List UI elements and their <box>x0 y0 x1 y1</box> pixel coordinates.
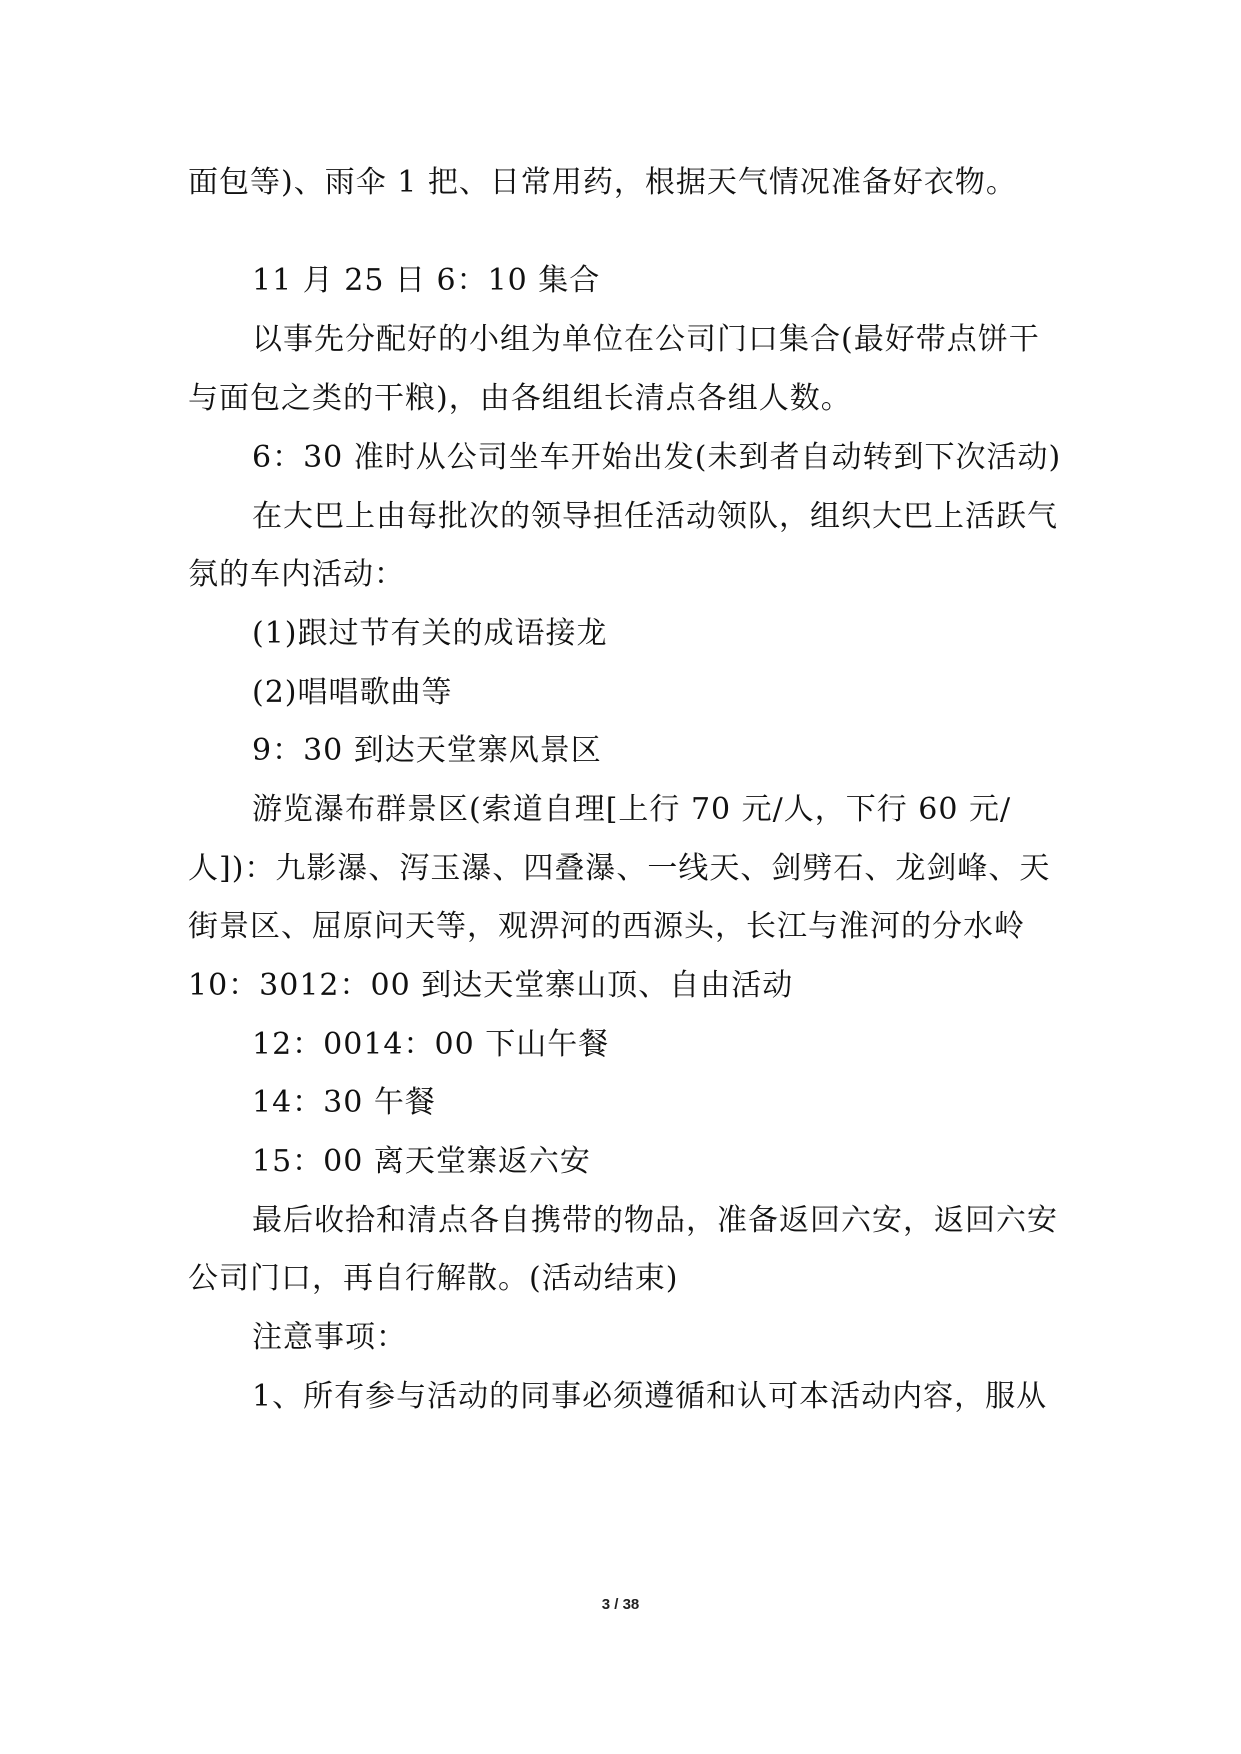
text-line: 11 月 25 日 6：10 集合 <box>252 263 601 298</box>
text-line: 街景区、屈原问天等，观淠河的西源头，长江与淮河的分水岭 <box>188 909 1025 944</box>
text-line: (2)唱唱歌曲等 <box>252 675 453 710</box>
text-line: 人])：九影瀑、泻玉瀑、四叠瀑、一线天、剑劈石、龙剑峰、天 <box>188 851 1051 886</box>
text-line: 9：30 到达天堂寨风景区 <box>252 733 602 768</box>
text-line: 15：00 离天堂寨返六安 <box>252 1144 591 1179</box>
text-line: 氛的车内活动： <box>188 557 405 592</box>
text-line: 公司门口，再自行解散。(活动结束) <box>188 1261 679 1296</box>
page-number: 3 / 38 <box>601 1596 640 1613</box>
text-line: (1)跟过节有关的成语接龙 <box>252 616 608 651</box>
text-line: 面包等)、雨伞 1 把、日常用药，根据天气情况准备好衣物。 <box>188 165 1017 200</box>
text-line: 最后收拾和清点各自携带的物品，准备返回六安，返回六安 <box>252 1203 1058 1238</box>
text-line: 14：30 午餐 <box>252 1085 436 1120</box>
text-line: 12：0014：00 下山午餐 <box>252 1027 610 1062</box>
text-line: 6：30 准时从公司坐车开始出发(未到者自动转到下次活动) <box>252 440 1062 475</box>
text-line: 10：3012：00 到达天堂寨山顶、自由活动 <box>188 968 794 1003</box>
text-line: 以事先分配好的小组为单位在公司门口集合(最好带点饼干 <box>252 322 1040 357</box>
text-line: 注意事项： <box>252 1320 407 1355</box>
text-line: 游览瀑布群景区(索道自理[上行 70 元/人，下行 60 元/ <box>252 792 1012 827</box>
text-line: 与面包之类的干粮)，由各组组长清点各组人数。 <box>188 381 852 416</box>
text-line: 1、所有参与活动的同事必须遵循和认可本活动内容，服从 <box>252 1379 1048 1414</box>
text-line: 在大巴上由每批次的领导担任活动领队，组织大巴上活跃气 <box>252 499 1058 534</box>
